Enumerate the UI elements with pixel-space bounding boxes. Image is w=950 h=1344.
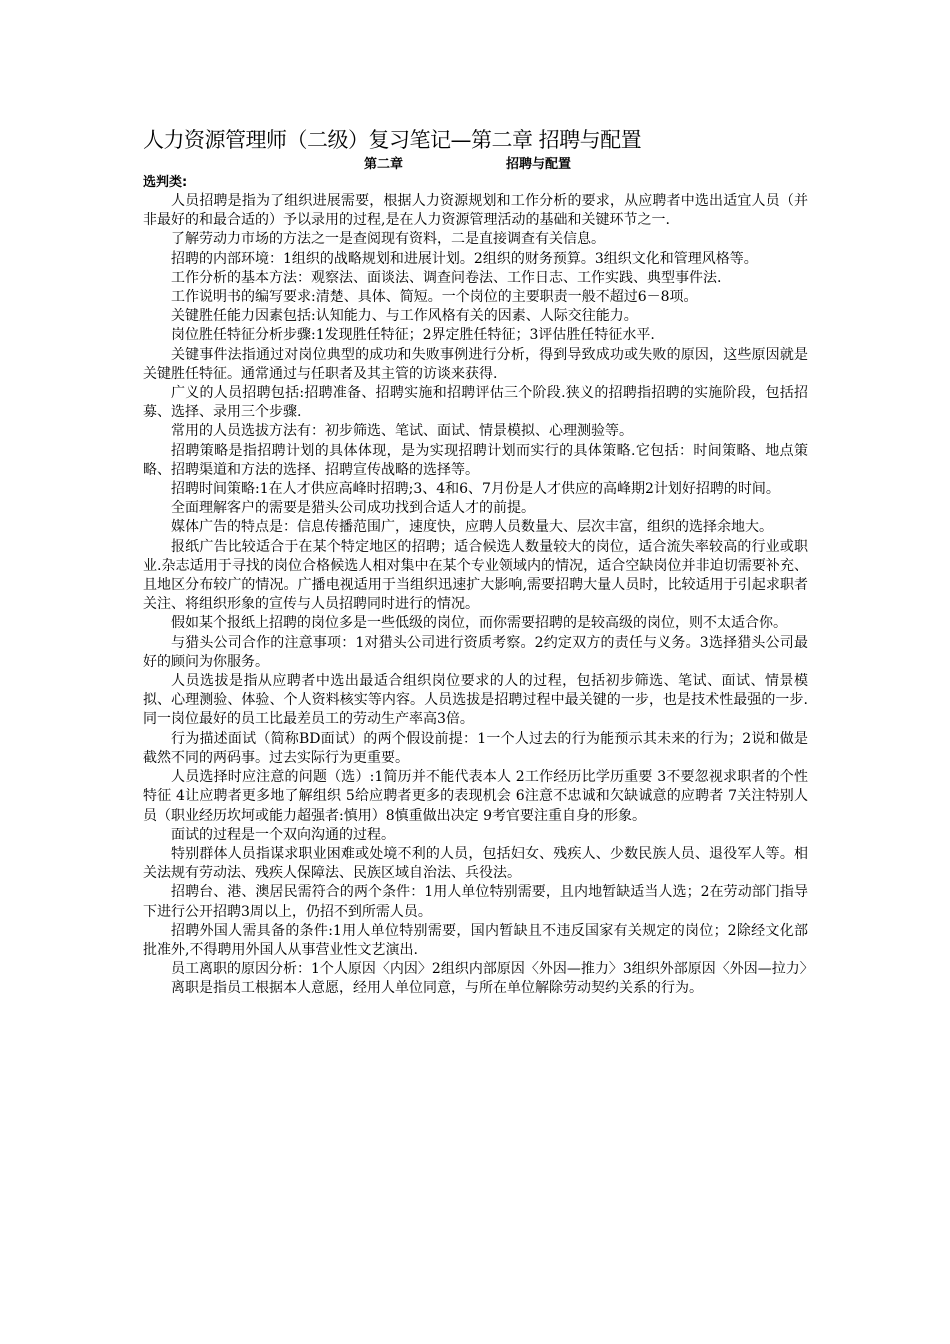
- paragraph: 关键事件法指通过对岗位典型的成功和失败事例进行分析，得到导致成功或失败的原因，这些原因就是关键胜任特征。通常通过与任职者及其主管的访谈来获得.: [143, 346, 808, 382]
- paragraph: 工作分析的基本方法：观察法、面谈法、调查问卷法、工作日志、工作实践、典型事件法.: [171, 269, 722, 286]
- paragraph: 离职是指员工根据本人意愿，经用人单位同意，与所在单位解除劳动契约关系的行为。: [171, 980, 703, 997]
- paragraph: 假如某个报纸上招聘的岗位多是一些低级的岗位，而你需要招聘的是较高级的岗位，则不太适合你。: [171, 615, 787, 632]
- notes-body: [143, 192, 814, 999]
- paragraph: 了解劳动力市场的方法之一是查阅现有资料，二是直接调查有关信息。: [171, 231, 605, 248]
- paragraph: 人员选择时应注意的问题（选）:1简历并不能代表本人 2工作经历比学历重要 3不要忽视求职者的个性特征 4让应聘者更多地了解组织 5给应聘者更多的表现机会 6注意不忠诚和欠缺诚意的应聘者 7关注特别人员（职业经历坎坷或能力超强者:慎用）8慎重做出决定 9考官要注重自身的形象。: [143, 769, 808, 824]
- paragraph: 特别群体人员指谋求职业困难或处境不利的人员，包括妇女、残疾人、少数民族人员、退役军人等。相关法规有劳动法、残疾人保障法、民族区域自治法、兵役法。: [143, 845, 808, 882]
- paragraph: 人员选拔是指从应聘者中选出最适合组织岗位要求的人的过程，包括初步筛选、笔试、面试、情景模拟、心理测验、体验、个人资料核实等内容。人员选拔是招聘过程中最关键的一步，也是技术性最强的一步.同一岗位最好的员工比最差员工的劳动生产率高3倍。: [143, 673, 808, 728]
- paragraph: 常用的人员选拔方法有：初步筛选、笔试、面试、情景模拟、心理测验等。: [171, 423, 633, 440]
- paragraph: 面试的过程是一个双向沟通的过程。: [171, 826, 395, 843]
- paragraph: 行为描述面试（简称BD面试）的两个假设前提：1一个人过去的行为能预示其未来的行为；2说和做是截然不同的两码事。过去实际行为更重要。: [143, 730, 808, 766]
- paragraph: 员工离职的原因分析：1个人原因〈内因〉2组织内部原因〈外因—推力〉3组织外部原因〈外因—拉力〉: [171, 961, 814, 978]
- paragraph: 关键胜任能力因素包括:认知能力、与工作风格有关的因素、人际交往能力。: [171, 308, 638, 325]
- chapter-heading: [0, 156, 950, 174]
- paragraph: 媒体广告的特点是：信息传播范围广，速度快，应聘人员数量大、层次丰富，组织的选择余地大。: [171, 519, 773, 536]
- paragraph: 工作说明书的编写要求:清楚、具体、简短。一个岗位的主要职责一般不超过6－8项。: [171, 289, 698, 306]
- paragraph: 岗位胜任特征分析步骤:1发现胜任特征；2界定胜任特征；3评估胜任特征水平.: [171, 327, 655, 344]
- paragraph: 全面理解客户的需要是猎头公司成功找到合适人才的前提。: [171, 500, 535, 517]
- paragraph: 报纸广告比较适合于在某个特定地区的招聘；适合候选人数量较大的岗位，适合流失率较高的行业或职业.杂志适用于寻找的岗位合格候选人相对集中在某个专业领域内的情况，适合空缺岗位并非迫切需要补充、且地区分布较广的情况。广播电视适用于当组织迅速扩大影响,需要招聘大量人员时，比较适用于引起求职者关注、将组织形象的宣传与人员招聘同时进行的情况。: [143, 538, 808, 613]
- paragraph: 与猎头公司合作的注意事项：1对猎头公司进行资质考察。2约定双方的责任与义务。3选择猎头公司最好的顾问为你服务。: [143, 634, 808, 670]
- paragraph: 广义的人员招聘包括:招聘准备、招聘实施和招聘评估三个阶段.狭义的招聘指招聘的实施阶段，包括招募、选择、录用三个步骤.: [143, 385, 808, 421]
- paragraph: 招聘策略是指招聘计划的具体体现，是为实现招聘计划而实行的具体策略.它包括：时间策略、地点策略、招聘渠道和方法的选择、招聘宣传战略的选择等。: [143, 442, 808, 478]
- chapter-number: 第二章: [364, 157, 404, 172]
- section-label: 选判类:: [143, 175, 188, 190]
- paragraph: 人员招聘是指为了组织进展需要，根据人力资源规划和工作分析的要求，从应聘者中选出适宜人员（并非最好的和最合适的）予以录用的过程,是在人力资源管理活动的基础和关键环节之一.: [143, 193, 808, 229]
- paragraph: 招聘台、港、澳居民需符合的两个条件：1用人单位特别需要，且内地暂缺适当人选；2在劳动部门指导下进行公开招聘3周以上，仍招不到所需人员。: [143, 884, 808, 920]
- document-title: 人力资源管理师（二级）复习笔记—第二章 招聘与配置: [143, 128, 642, 152]
- paragraph: 招聘的内部环境：1组织的战略规划和进展计划。2组织的财务预算。3组织文化和管理风格等。: [171, 250, 758, 267]
- chapter-name: 招聘与配置: [506, 157, 572, 172]
- paragraph: 招聘外国人需具备的条件:1用人单位特别需要，国内暂缺且不违反国家有关规定的岗位；2除经文化部批准外,不得聘用外国人从事营业性文艺演出.: [143, 922, 808, 958]
- paragraph: 招聘时间策略:1在人才供应高峰时招聘;3、4和6、7月份是人才供应的高峰期2计划好招聘的时间。: [171, 481, 780, 498]
